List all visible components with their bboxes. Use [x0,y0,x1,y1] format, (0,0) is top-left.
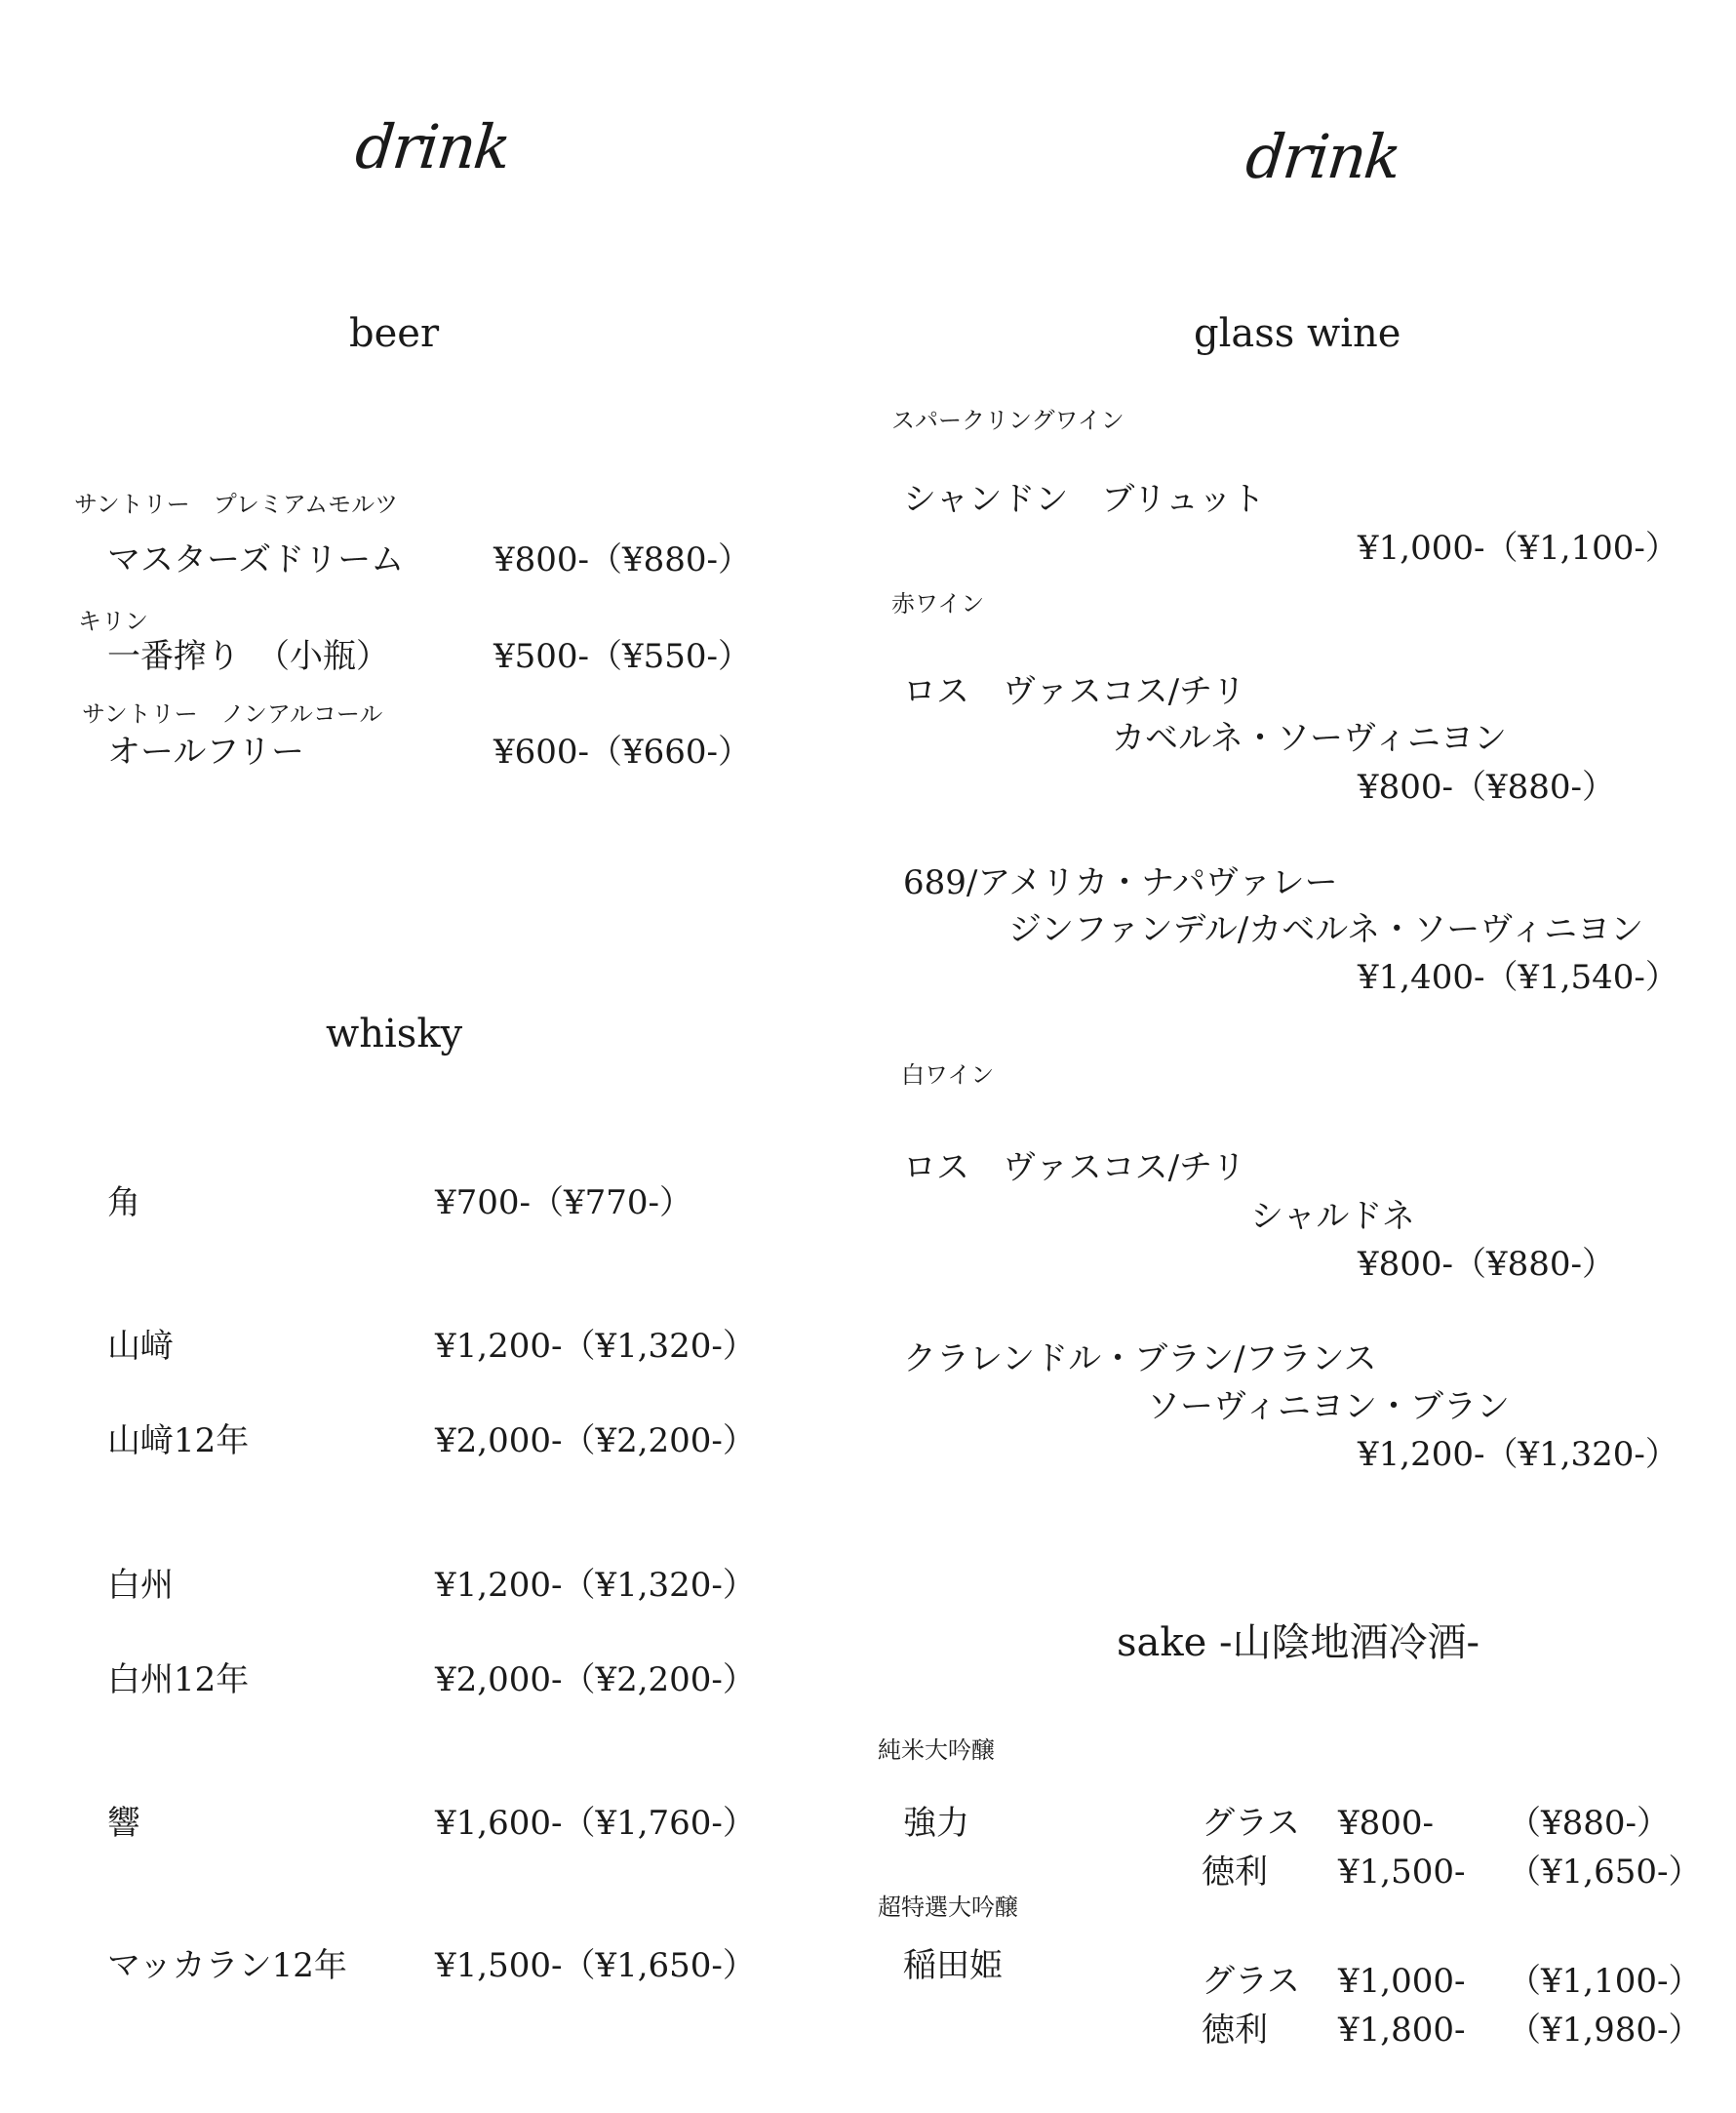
sake-grade: 超特選大吟醸 [878,1894,1018,1921]
red-wine-label: 赤ワイン [891,590,985,618]
white-wine-grape: シャルドネ [1250,1197,1415,1236]
sake-tokkuri-tax: （¥1,650-） [1508,1853,1702,1892]
whisky-name: マッカラン12年 [107,1946,347,1985]
left-script-title: drink [352,111,513,182]
white-wine-price: ¥800-（¥880-） [1358,1245,1616,1284]
sake-glass-label: グラス [1202,1962,1300,2001]
right-script-title: drink [1243,121,1403,192]
red-wine-grape: カベルネ・ソーヴィニヨン [1112,719,1507,758]
glass-wine-heading: glass wine [1194,311,1401,356]
beer-price: ¥500-（¥550-） [493,637,752,676]
whisky-price: ¥700-（¥770-） [435,1183,693,1222]
sake-tokkuri-label: 徳利 [1202,1853,1268,1892]
sake-name: 稲田姫 [903,1946,1003,1985]
beer-note: サントリー プレミアムモルツ [74,491,399,518]
whisky-price: ¥1,200-（¥1,320-） [435,1327,756,1366]
beer-heading: beer [349,311,440,356]
red-wine-price: ¥1,400-（¥1,540-） [1358,958,1678,997]
sake-name: 強力 [903,1804,969,1843]
sake-tokkuri-tax: （¥1,980-） [1508,2011,1702,2050]
whisky-price: ¥2,000-（¥2,200-） [435,1421,756,1460]
white-wine-grape: ソーヴィニヨン・ブラン [1147,1387,1510,1426]
sparkling-label: スパークリングワイン [891,407,1124,434]
whisky-name: 角 [107,1183,140,1222]
whisky-name: 山﨑12年 [107,1421,250,1460]
whisky-price: ¥1,500-（¥1,650-） [435,1946,756,1985]
sake-grade: 純米大吟醸 [878,1736,995,1764]
red-wine-price: ¥800-（¥880-） [1358,768,1616,807]
beer-name: 一番搾り （小瓶） [107,637,389,676]
white-wine-origin: クラレンドル・ブラン/フランス [903,1339,1377,1378]
whisky-price: ¥2,000-（¥2,200-） [435,1660,756,1699]
sake-glass-tax: （¥880-） [1508,1804,1671,1843]
sake-tokkuri-price: ¥1,800- [1338,2011,1466,2050]
sparkling-price: ¥1,000-（¥1,100-） [1358,529,1678,568]
beer-name: マスターズドリーム [107,540,405,579]
sake-heading: sake -山陰地酒冷酒- [1117,1620,1480,1665]
sparkling-name: シャンドン ブリュット [903,480,1265,519]
beer-price: ¥800-（¥880-） [493,540,752,579]
beer-price: ¥600-（¥660-） [493,733,752,772]
whisky-name: 山﨑 [107,1327,174,1366]
sake-glass-tax: （¥1,100-） [1508,1962,1702,2001]
whisky-price: ¥1,200-（¥1,320-） [435,1566,756,1605]
beer-name: オールフリー [107,733,304,772]
whisky-heading: whisky [326,1012,463,1056]
whisky-name: 響 [107,1804,140,1843]
sake-glass-price: ¥1,000- [1338,1962,1466,2001]
white-wine-price: ¥1,200-（¥1,320-） [1358,1435,1678,1474]
white-wine-origin: ロス ヴァスコス/チリ [903,1148,1246,1187]
beer-note: キリン [78,608,148,635]
red-wine-grape: ジンファンデル/カベルネ・ソーヴィニヨン [1008,910,1644,949]
red-wine-origin: ロス ヴァスコス/チリ [903,672,1246,711]
beer-note: サントリー ノンアルコール [82,700,383,728]
white-wine-label: 白ワイン [901,1061,995,1089]
whisky-price: ¥1,600-（¥1,760-） [435,1804,756,1843]
red-wine-origin: 689/アメリカ・ナパヴァレー [903,863,1338,902]
sake-glass-label: グラス [1202,1804,1300,1843]
sake-glass-price: ¥800- [1338,1804,1435,1843]
sake-tokkuri-price: ¥1,500- [1338,1853,1466,1892]
whisky-name: 白州 [107,1566,174,1605]
whisky-name: 白州12年 [107,1660,250,1699]
sake-tokkuri-label: 徳利 [1202,2011,1268,2050]
